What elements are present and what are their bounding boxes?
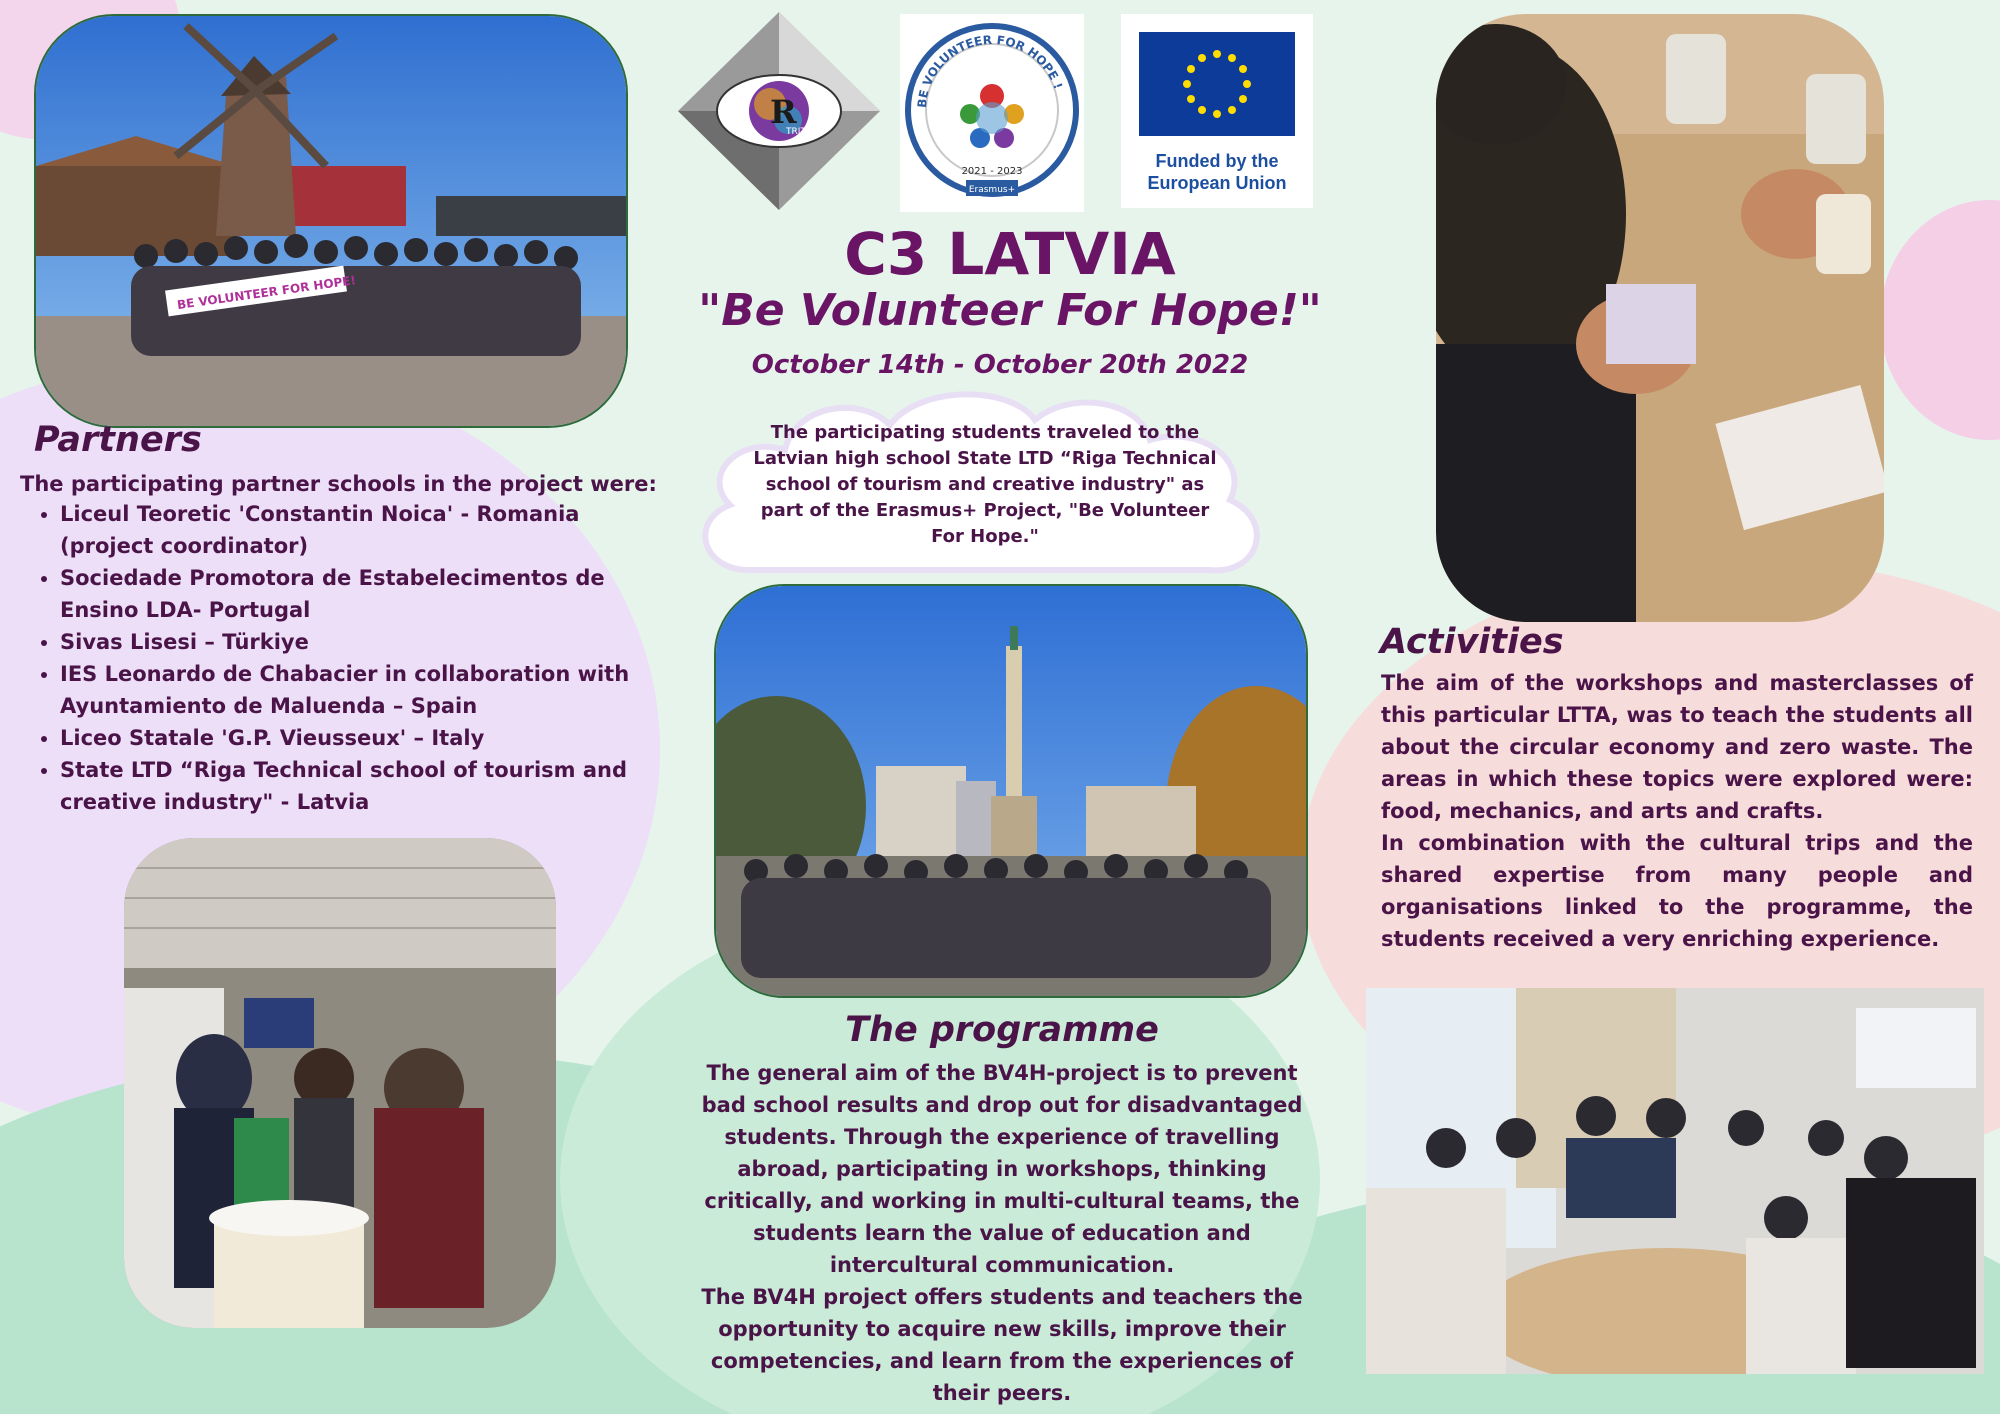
photo-freedom-monument-group <box>714 584 1308 998</box>
partner-item <box>60 658 680 722</box>
eu-funding-logo <box>1121 14 1313 208</box>
partners-heading: Partners <box>34 420 202 460</box>
partner-name: Sivas Lisesi – <box>60 630 223 654</box>
partner-item <box>60 722 680 754</box>
activities-paragraph-2: In combination with the cultural trips and the shared expertise from many people and organisations linked to the programme, the students received a very enriching experience. <box>1381 831 1973 951</box>
partner-name: State LTD “Riga Technical school of tourism and creative industry" - <box>60 758 627 814</box>
photo-cake-cutting <box>124 838 556 1328</box>
programme-text <box>682 1057 1322 1409</box>
activities-paragraph-1: The aim of the workshops and masterclasses of this particular LTTA, was to teach the students all about the circular economy and zero waste. The areas in which these topics were explored were: food, mechanics, and arts and crafts. <box>1381 671 1973 823</box>
project-logo-years: 2021 - 2023 <box>961 166 1023 177</box>
photo-crafts-workshop <box>1436 14 1884 622</box>
bg-blob-top-right <box>1880 200 2000 440</box>
project-logo-text: BE VOLUNTEER FOR HOPE ! <box>914 32 1066 109</box>
partner-name: IES Leonardo de Chabacier in collaboration with Ayuntamiento de Maluenda – <box>60 662 630 718</box>
partner-item <box>60 562 680 626</box>
project-logo <box>900 14 1084 212</box>
photo-students-table <box>1366 988 1984 1374</box>
school-logo-letter: R <box>770 93 797 131</box>
photo-windmill-group <box>34 14 628 428</box>
programme-paragraph-1: The general aim of the BV4H-project is to prevent bad school results and drop out for disadvantaged students. Through the experience of travelling abroad, participating in workshops, thinking critically, and working in multi-cultural teams, the students learn the value of education and intercultural communication. <box>701 1061 1303 1277</box>
partner-name: Liceul Teoretic 'Constantin Noica' - <box>60 502 477 526</box>
programme-heading: The programme <box>845 1010 1159 1050</box>
partner-item <box>60 498 680 562</box>
partner-name: Liceo Statale 'G.P. Vieusseux' – <box>60 726 432 750</box>
project-logo-badge: Erasmus+ <box>968 185 1016 195</box>
partner-item <box>60 754 680 818</box>
banner-text: BE VOLUNTEER FOR HOPE! <box>176 273 357 313</box>
activities-text <box>1381 667 1973 955</box>
partner-country: Latvia <box>296 790 370 814</box>
partner-name: Sociedade Promotora de Estabelecimentos de Ensino LDA- <box>60 566 605 622</box>
partners-list <box>20 498 680 818</box>
eu-flag-icon <box>1139 32 1295 136</box>
eu-caption-line1: Funded by the <box>1155 151 1279 171</box>
partner-note: (project coordinator) <box>60 534 309 558</box>
eu-caption-line2: European Union <box>1147 173 1287 193</box>
partner-country: Portugal <box>208 598 311 622</box>
school-logo <box>678 12 880 210</box>
activities-heading: Activities <box>1380 622 1564 662</box>
partner-country: Türkiye <box>222 630 309 654</box>
intro-text: The participating students traveled to the Latvian high school State LTD “Riga Technical school of tourism and creative industry" as part of the Erasmus+ Project, "Be Volunteer For Hope." <box>753 422 1217 547</box>
partners-intro: The participating partner schools in the project were: <box>20 472 657 496</box>
partner-item <box>60 626 680 658</box>
event-dates: October 14th - October 20th 2022 <box>751 350 1249 380</box>
partner-country: Italy <box>431 726 485 750</box>
partner-country: Spain <box>410 694 478 718</box>
programme-paragraph-2: The BV4H project offers students and teachers the opportunity to acquire new skills, improve their competencies, and learn from the experiences of their peers. <box>701 1285 1303 1405</box>
page-title: C3 LATVIA <box>844 220 1176 288</box>
school-logo-small: TRIT <box>786 127 806 137</box>
partner-country: Romania <box>476 502 580 526</box>
page-subtitle: "Be Volunteer For Hope!" <box>698 285 1322 336</box>
